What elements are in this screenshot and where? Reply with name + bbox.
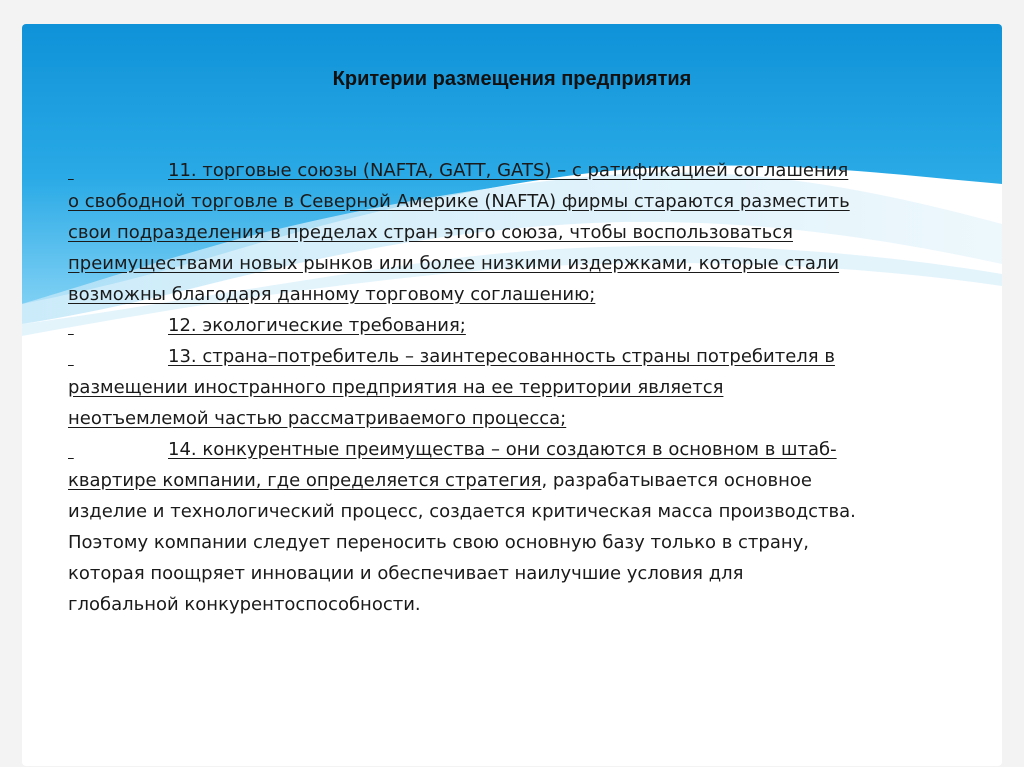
text-line xyxy=(68,341,968,372)
plain-text: которая поощряет инновации и обеспечивает наилучшие условия для xyxy=(68,563,744,584)
text-line xyxy=(68,279,968,310)
underlined-text: свои подразделения в пределах стран этого союза, чтобы воспользоваться xyxy=(68,222,793,243)
indent-spacer xyxy=(68,155,168,186)
underlined-text: о свободной торговле в Северной Америке (NAFTA) фирмы стараются разместить xyxy=(68,191,850,212)
indent-spacer xyxy=(68,310,168,341)
underlined-text: 14. конкурентные преимущества – они создаются в основном в штаб- xyxy=(168,439,837,460)
plain-text: глобальной конкурентоспособности. xyxy=(68,594,421,615)
underlined-text: квартире компании, где определяется стратегия xyxy=(68,470,542,491)
underlined-text: возможны благодаря данному торговому соглашению; xyxy=(68,284,596,305)
text-line xyxy=(68,217,968,248)
underlined-text: 12. экологические требования; xyxy=(168,315,466,336)
text-line xyxy=(68,248,968,279)
underlined-text: 11. торговые союзы (NAFTA, GATT, GATS) – с ратификацией соглашения xyxy=(168,160,849,181)
underlined-text: 13. страна–потребитель – заинтересованность страны потребителя в xyxy=(168,346,835,367)
text-line xyxy=(68,558,968,589)
text-line xyxy=(68,465,968,496)
underlined-text: размещении иностранного предприятия на ее территории является xyxy=(68,377,724,398)
text-line xyxy=(68,186,968,217)
plain-text: изделие и технологический процесс, создается критическая масса производства. xyxy=(68,501,856,522)
underlined-text: преимуществами новых рынков или более низкими издержками, которые стали xyxy=(68,253,840,274)
plain-text: , разрабатывается основное xyxy=(541,470,812,491)
body-text xyxy=(68,155,968,620)
slide-title: Критерии размещения предприятия xyxy=(332,68,692,90)
text-line xyxy=(68,527,968,558)
plain-text: Поэтому компании следует переносить свою основную базу только в страну, xyxy=(68,532,810,553)
text-line xyxy=(68,496,968,527)
indent-spacer xyxy=(68,341,168,372)
underlined-text: неотъемлемой частью рассматриваемого процесса; xyxy=(68,408,567,429)
text-line xyxy=(68,310,968,341)
indent-spacer xyxy=(68,434,168,465)
text-line xyxy=(68,589,968,620)
text-line xyxy=(68,434,968,465)
text-line xyxy=(68,403,968,434)
slide xyxy=(22,24,1002,766)
text-line xyxy=(68,372,968,403)
text-line xyxy=(68,155,968,186)
